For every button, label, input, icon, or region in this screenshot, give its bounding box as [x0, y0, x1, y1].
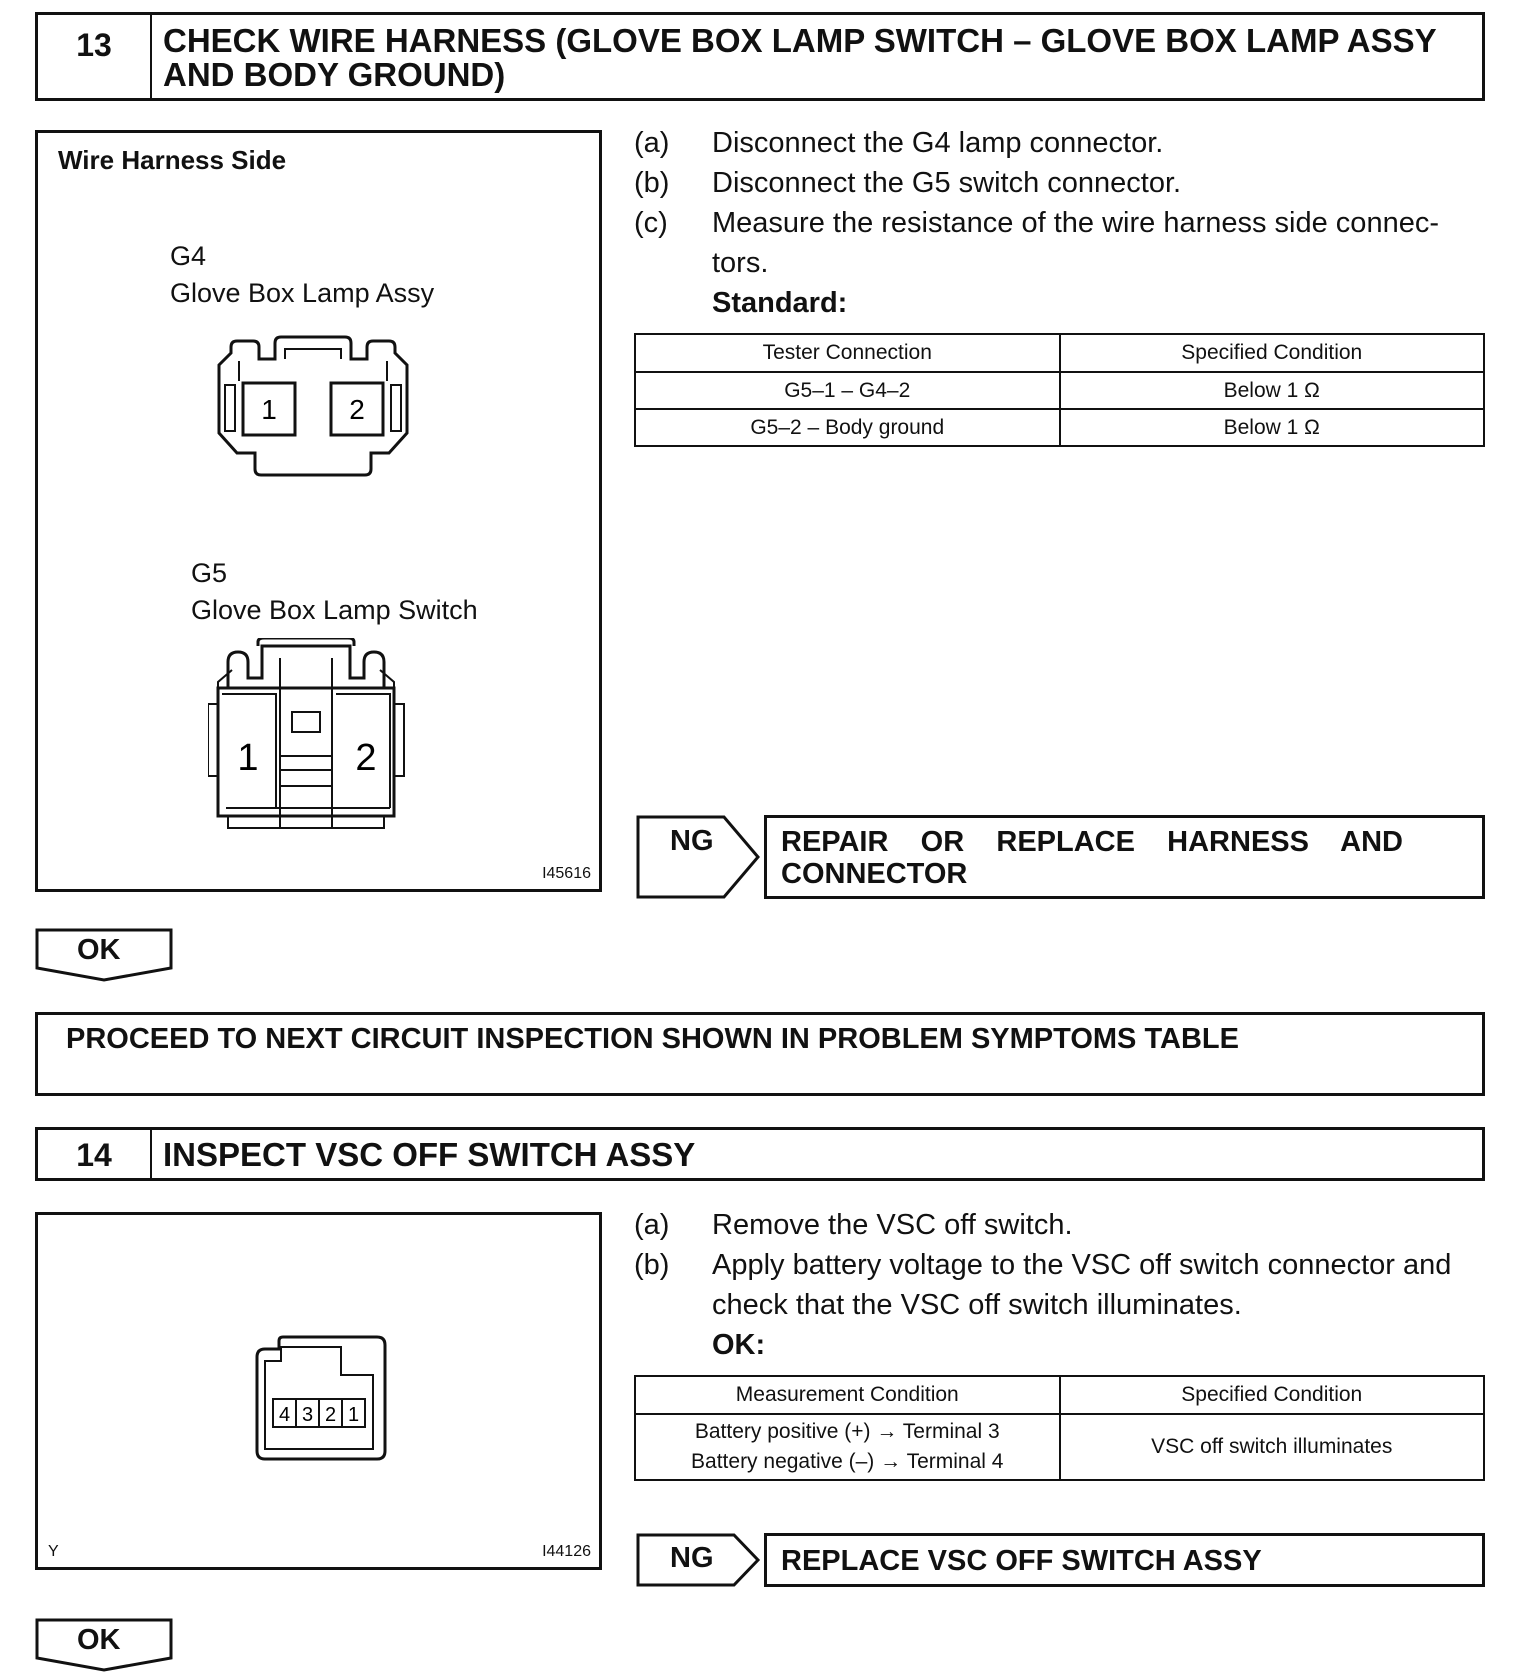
ok-label: OK [77, 1624, 121, 1656]
instruction-a-text: Disconnect the G4 lamp connector. [712, 127, 1164, 159]
g4-code: G4 [170, 241, 207, 271]
wire-harness-figure [35, 130, 602, 892]
ng-result-text: REPLACE VSC OFF SWITCH ASSY [781, 1545, 1262, 1577]
ng-label: NG [670, 1542, 714, 1574]
figure-id-i44126: I44126 [542, 1543, 591, 1560]
table-header-row [635, 1376, 1484, 1414]
step-14-header [35, 1127, 1485, 1181]
vsc-pin-2: 2 [324, 1404, 337, 1426]
table-cell-spec: VSC off switch illuminates [1060, 1414, 1485, 1480]
step-13-instruction-b [634, 163, 1486, 203]
g5-name: Glove Box Lamp Switch [191, 595, 478, 625]
g5-connector-diagram [208, 638, 458, 838]
marker-b: (b) [634, 167, 670, 199]
table-cell: Below 1 Ω [1060, 409, 1485, 446]
ng-result-line2: CONNECTOR [781, 858, 968, 890]
g5-pin-2: 2 [355, 737, 377, 779]
g4-pin-1: 1 [261, 394, 277, 425]
vsc-switch-figure [35, 1212, 602, 1570]
marker-a: (a) [634, 1209, 670, 1241]
instruction-c-text [712, 203, 1486, 283]
step-13-number [38, 15, 152, 98]
g4-connector-diagram [203, 333, 423, 483]
table-row [635, 1414, 1484, 1480]
step-14-ok-arrow [35, 1618, 173, 1672]
ng-result-line1: REPAIR OR REPLACE HARNESS AND [781, 826, 1403, 858]
g5-pin-1: 1 [237, 737, 259, 779]
step-13-title-line1: CHECK WIRE HARNESS (GLOVE BOX LAMP SWITCH – GLOVE BOX LAMP ASSY [163, 22, 1437, 59]
instruction-b-text [712, 1245, 1486, 1325]
header-specified-condition: Specified Condition [1060, 334, 1485, 372]
instruction-b-text: Disconnect the G5 switch connector. [712, 167, 1182, 199]
vsc-pin-1: 1 [347, 1404, 360, 1426]
step-13-instruction-a [634, 123, 1486, 163]
g4-name: Glove Box Lamp Assy [170, 278, 435, 308]
instruction-c-line1: Measure the resistance of the wire harness side connec- [712, 207, 1439, 239]
figure-id-i45616: I45616 [542, 865, 591, 882]
step-14-instruction-a [634, 1205, 1486, 1245]
step-14-title: INSPECT VSC OFF SWITCH ASSY [163, 1136, 696, 1173]
header-tester-connection: Tester Connection [635, 334, 1060, 372]
step-14-ng-arrow [636, 1533, 761, 1587]
table-cell-condition [635, 1414, 1060, 1480]
g4-pin-2: 2 [349, 394, 365, 425]
step-13-ok-arrow [35, 928, 173, 982]
table-cell: G5–1 – G4–2 [635, 372, 1060, 409]
ok-label: OK [77, 934, 121, 966]
step-13-instruction-c [634, 203, 1486, 283]
figure-corner-label: Y [48, 1543, 59, 1560]
step-14-spec-table [634, 1375, 1485, 1481]
figure-heading: Wire Harness Side [58, 145, 287, 175]
vsc-pin-3: 3 [301, 1404, 314, 1426]
step-14-number-text: 14 [76, 1137, 112, 1173]
marker-c: (c) [634, 207, 668, 239]
step-13-title [163, 24, 1472, 92]
condition-line2: Battery negative (–) → Terminal 4 [691, 1450, 1004, 1473]
step-13-ng-result [764, 815, 1485, 899]
step-14-number [38, 1130, 152, 1178]
step-14-instruction-b [634, 1245, 1486, 1325]
step-13-spec-table [634, 333, 1485, 447]
instruction-b-line1: Apply battery voltage to the VSC off switch connector and [712, 1249, 1452, 1281]
table-row [635, 372, 1484, 409]
table-header-row [635, 334, 1484, 372]
ng-label: NG [670, 825, 714, 857]
condition-line1: Battery positive (+) → Terminal 3 [694, 1420, 1000, 1443]
step-14-ng-result [764, 1533, 1485, 1587]
header-specified-condition: Specified Condition [1060, 1376, 1485, 1414]
marker-b: (b) [634, 1249, 670, 1281]
vsc-connector-diagram [253, 1335, 393, 1465]
g5-code: G5 [191, 558, 228, 588]
table-cell: Below 1 Ω [1060, 372, 1485, 409]
step-13-header [35, 12, 1485, 101]
vsc-pin-4: 4 [278, 1404, 291, 1426]
marker-a: (a) [634, 127, 670, 159]
table-row [635, 409, 1484, 446]
instruction-a-text: Remove the VSC off switch. [712, 1209, 1073, 1241]
step-13-ng-arrow [636, 815, 761, 899]
standard-label: Standard: [712, 287, 848, 319]
step-13-number-text: 13 [76, 27, 112, 63]
ok-heading: OK: [712, 1329, 766, 1361]
header-measurement-condition: Measurement Condition [635, 1376, 1060, 1414]
instruction-c-line2: tors. [712, 247, 769, 279]
step-13-title-line2: AND BODY GROUND) [163, 56, 506, 93]
instruction-b-line2: check that the VSC off switch illuminates. [712, 1289, 1242, 1321]
proceed-text: PROCEED TO NEXT CIRCUIT INSPECTION SHOWN IN PROBLEM SYMPTOMS TABLE [66, 1023, 1239, 1055]
proceed-box [35, 1012, 1485, 1096]
table-cell: G5–2 – Body ground [635, 409, 1060, 446]
